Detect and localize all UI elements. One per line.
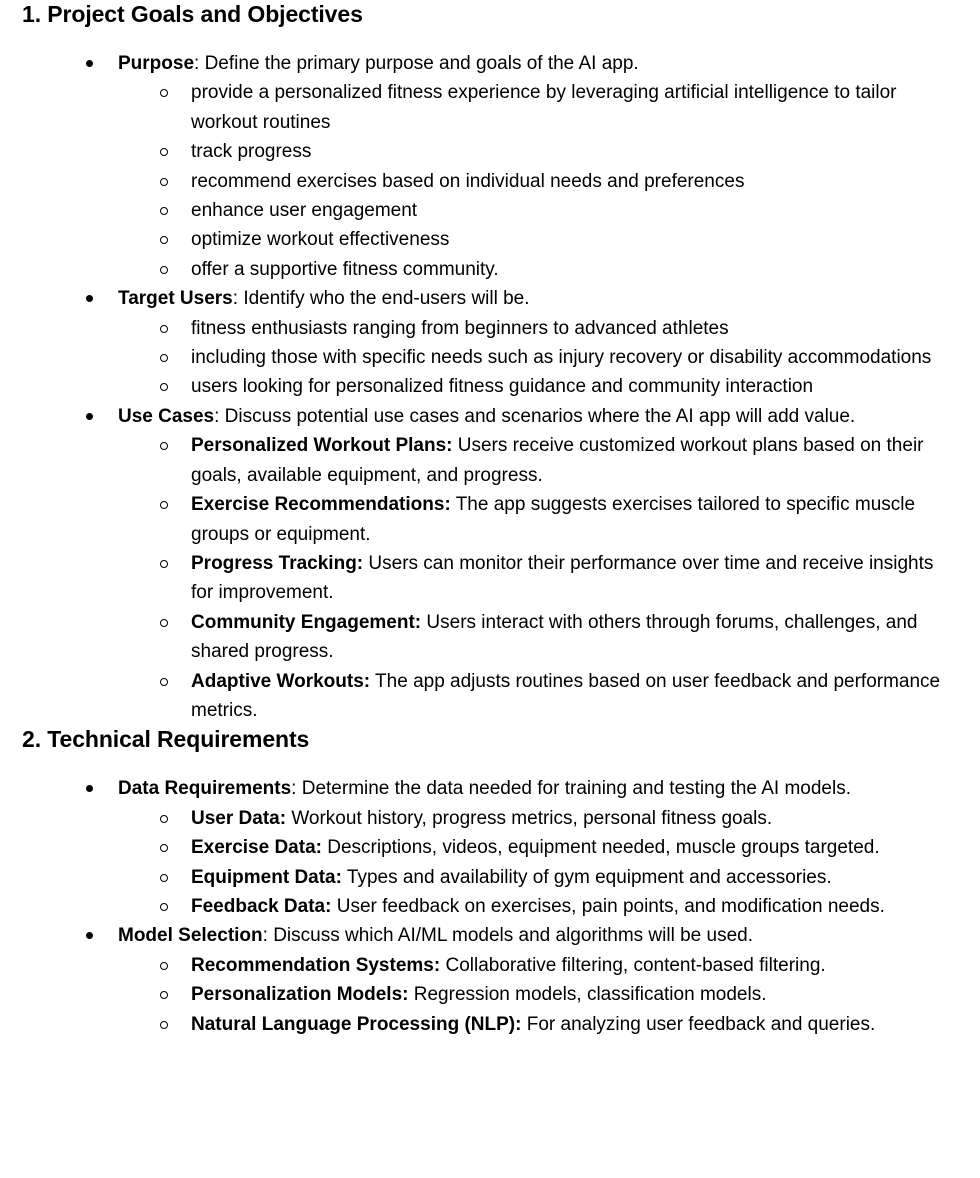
list-item — [118, 167, 958, 196]
list-item-label: Equipment Data: — [191, 866, 342, 888]
list-item — [118, 608, 958, 667]
list-item-text: fitness enthusiasts ranging from beginners to advanced athletes — [191, 317, 729, 339]
ring-bullet-icon — [160, 383, 168, 391]
list-item-text: users looking for personalized fitness guidance and community interaction — [191, 376, 814, 398]
list-item-text: enhance user engagement — [191, 200, 418, 222]
ring-bullet-icon — [160, 874, 168, 882]
list-item-label: Model Selection — [118, 925, 263, 947]
list-item-text: track progress — [191, 141, 312, 163]
list-item-label: User Data: — [191, 807, 287, 829]
list-item-text: User feedback on exercises, pain points, and modification needs. — [331, 895, 885, 917]
list-item-label: Exercise Recommendations: — [191, 494, 451, 516]
list-item-label: Progress Tracking: — [191, 552, 364, 574]
list-item-use-cases — [22, 402, 958, 725]
list-item — [118, 137, 958, 166]
list-item-label: Feedback Data: — [191, 895, 332, 917]
list-item — [118, 667, 958, 726]
list-item-label: Community Engagement: — [191, 611, 422, 633]
list-item — [118, 314, 958, 343]
list-item — [118, 1010, 958, 1039]
list-item — [118, 951, 958, 980]
list-item-data-requirements — [22, 774, 958, 921]
list-item-label: Exercise Data: — [191, 837, 322, 859]
ring-bullet-icon — [160, 501, 168, 509]
list-item-text: Users receive customized workout plans based on their goals, available equipment, and progress. — [191, 435, 924, 486]
list-item — [118, 863, 958, 892]
ring-bullet-icon — [160, 325, 168, 333]
list-item-label: Use Cases — [118, 405, 215, 427]
ring-bullet-icon — [160, 844, 168, 852]
list-item — [118, 343, 958, 372]
list-item-text: : Define the primary purpose and goals of the AI app. — [194, 53, 639, 74]
list-item-label: Personalization Models: — [191, 984, 409, 1006]
list-item-text: : Discuss which AI/ML models and algorithms will be used. — [262, 925, 753, 947]
list-item — [118, 490, 958, 549]
list-item-label: Data Requirements — [118, 778, 292, 800]
list-item-label: Adaptive Workouts: — [191, 670, 371, 692]
list-item-text: : Identify who the end-users will be. — [232, 288, 530, 310]
list-item-text: Users interact with others through forums, challenges, and shared progress. — [191, 611, 918, 663]
ring-bullet-icon — [160, 560, 168, 568]
list-item — [118, 431, 958, 490]
list-item — [118, 833, 958, 862]
list-item-text: optimize workout effectiveness — [191, 229, 450, 251]
list-item-purpose — [22, 49, 958, 284]
section-1-bullet-list — [22, 28, 958, 725]
list-item-text: For analyzing user feedback and queries. — [521, 1013, 876, 1035]
ring-bullet-icon — [160, 178, 168, 186]
list-item-label: Target Users — [118, 288, 233, 310]
list-item — [118, 255, 958, 284]
list-item — [118, 549, 958, 608]
list-item-model-selection — [22, 921, 958, 1039]
list-item-label: Personalized Workout Plans: — [191, 435, 453, 457]
ring-bullet-icon — [160, 148, 168, 156]
list-item — [118, 225, 958, 254]
list-item-text: Regression models, classification models. — [408, 984, 767, 1006]
disc-bullet-icon — [86, 932, 93, 939]
list-item-text: recommend exercises based on individual needs and preferences — [191, 170, 745, 192]
section-2-bullet-list — [22, 753, 958, 1039]
list-item-label: Natural Language Processing (NLP): — [191, 1013, 522, 1035]
section-heading-1: 1. Project Goals and Objectives — [22, 1, 363, 27]
list-item-text: offer a supportive fitness community. — [191, 258, 499, 280]
list-item — [118, 892, 958, 921]
section-heading-2: 2. Technical Requirements — [22, 726, 310, 753]
disc-bullet-icon — [86, 60, 93, 67]
ring-bullet-icon — [160, 903, 168, 911]
list-item-text: The app adjusts routines based on user feedback and performance metrics. — [191, 670, 941, 721]
ring-bullet-icon — [160, 619, 168, 627]
ring-bullet-icon — [160, 207, 168, 215]
list-item-text: : Determine the data needed for training and testing the AI models. — [291, 778, 851, 800]
ring-bullet-icon — [160, 354, 168, 362]
sublist-model-selection — [118, 951, 958, 1039]
list-item-text: Collaborative filtering, content-based filtering. — [440, 954, 826, 976]
disc-bullet-icon — [86, 295, 93, 302]
ring-bullet-icon — [160, 1021, 168, 1029]
list-item-text: Users can monitor their performance over time and receive insights for improvement. — [191, 552, 934, 604]
list-item-target-users — [22, 284, 958, 402]
disc-bullet-icon — [86, 413, 93, 420]
list-item-label: Recommendation Systems: — [191, 954, 441, 976]
list-item-text: including those with specific needs such as injury recovery or disability accommodations — [191, 347, 932, 369]
list-item — [118, 980, 958, 1009]
list-item-text: Descriptions, videos, equipment needed, muscle groups targeted. — [321, 837, 880, 859]
list-item — [118, 804, 958, 833]
ring-bullet-icon — [160, 815, 168, 823]
disc-bullet-icon — [86, 785, 93, 792]
sublist-purpose — [118, 78, 958, 284]
ring-bullet-icon — [160, 442, 168, 450]
sublist-data-requirements — [118, 804, 958, 922]
ring-bullet-icon — [160, 991, 168, 999]
list-item-text: Types and availability of gym equipment and accessories. — [341, 866, 832, 888]
list-item-text: provide a personalized fitness experience by leveraging artificial intelligence to tailor workout routines — [191, 82, 897, 133]
list-item — [118, 78, 958, 137]
list-item — [118, 196, 958, 225]
ring-bullet-icon — [160, 678, 168, 686]
list-item-text: The app suggests exercises tailored to specific muscle groups or equipment. — [191, 494, 916, 545]
sublist-use-cases — [118, 431, 958, 725]
list-item — [118, 372, 958, 401]
list-item-text: : Discuss potential use cases and scenarios where the AI app will add value. — [214, 405, 856, 427]
list-item-text: Workout history, progress metrics, personal fitness goals. — [286, 807, 773, 829]
ring-bullet-icon — [160, 89, 168, 97]
ring-bullet-icon — [160, 266, 168, 274]
sublist-target-users — [118, 314, 958, 402]
ring-bullet-icon — [160, 236, 168, 244]
list-item-label: Purpose — [118, 53, 195, 74]
ring-bullet-icon — [160, 962, 168, 970]
